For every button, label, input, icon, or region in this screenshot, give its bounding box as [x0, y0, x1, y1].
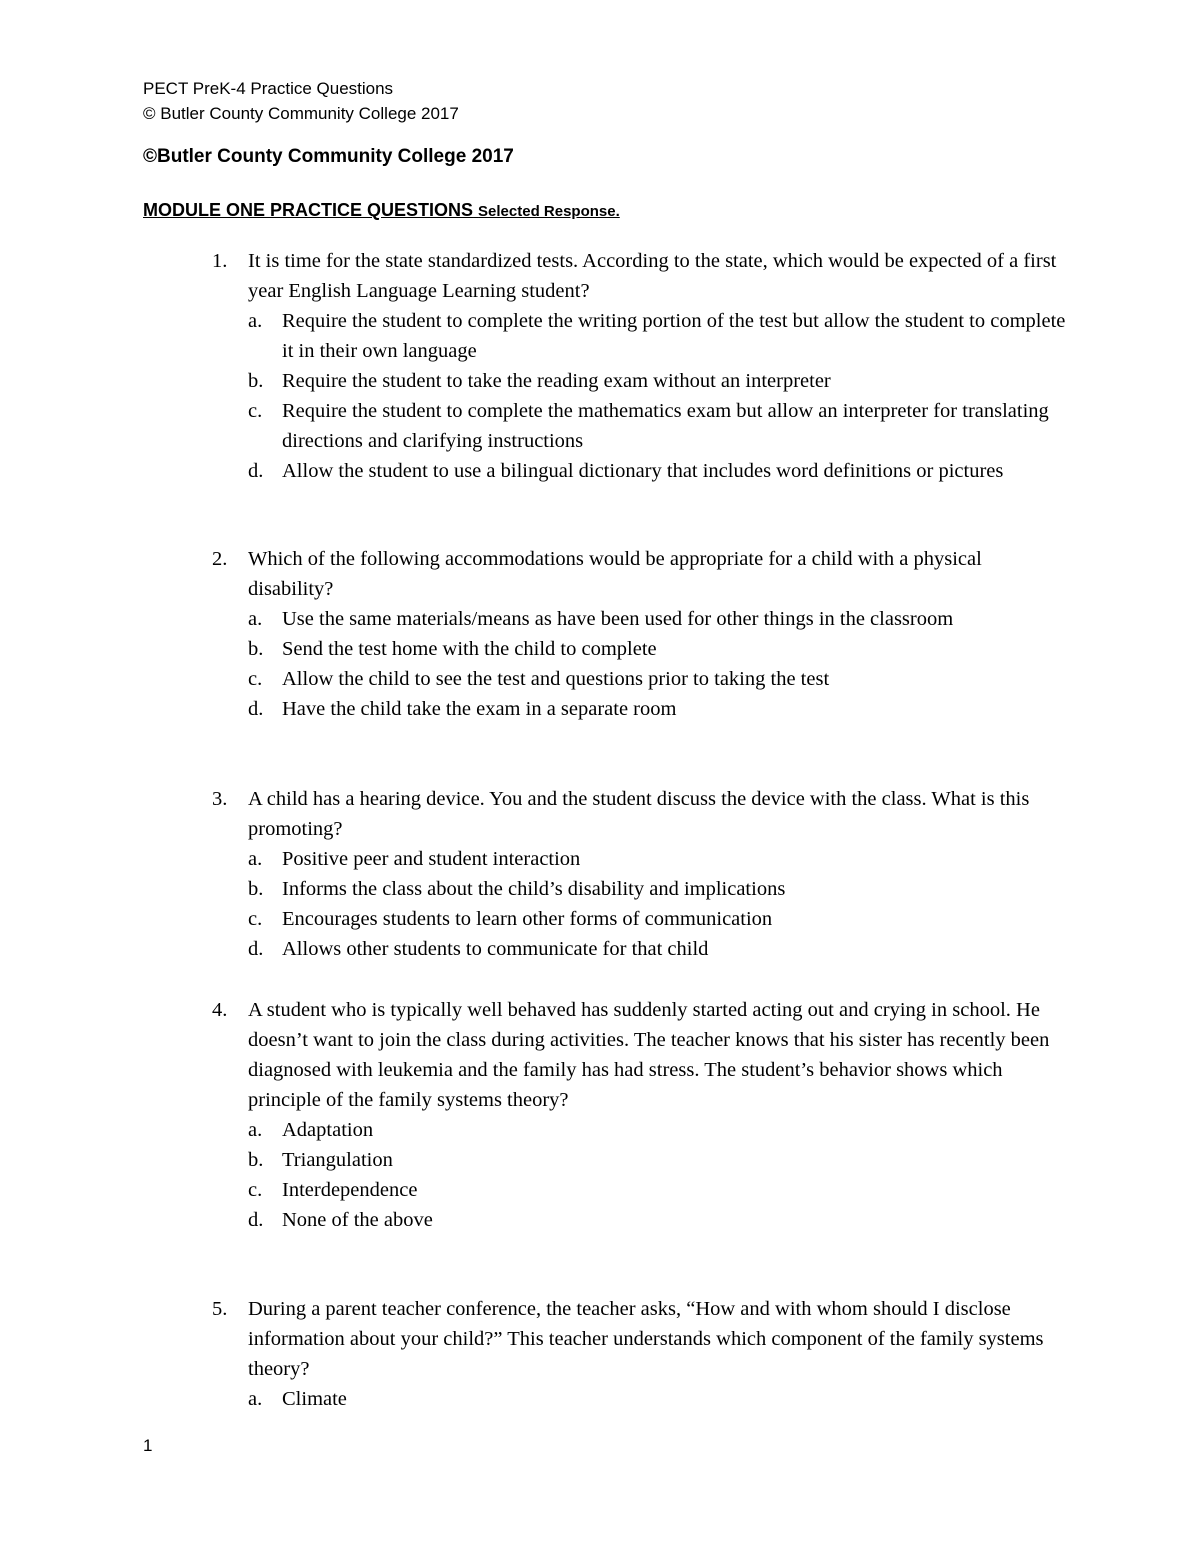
question-2 [212, 544, 1072, 724]
page-header [143, 76, 459, 126]
page-number: 1 [143, 1436, 153, 1455]
header-title: PECT PreK-4 Practice Questions [143, 79, 394, 98]
question-number: 1. [212, 250, 228, 272]
question-5 [212, 1294, 1072, 1414]
option-list [248, 604, 1072, 724]
option-a: a. Require the student to complete the writing portion of the test but allow the student to complete it in their own language [248, 310, 1066, 362]
question-text: A student who is typically well behaved has suddenly started acting out and crying in school. He doesn’t want to join the class during activities. The teacher knows that his sister has recently been diagnosed with leukemia and the family has had stress. The student’s behavior shows which principle of the family systems theory? [248, 999, 1050, 1111]
question-4 [212, 995, 1072, 1235]
option-d: d. Allows other students to communicate for that child [248, 938, 709, 960]
question-3 [212, 784, 1072, 964]
question-number: 3. [212, 788, 228, 810]
header-copyright: © Butler County Community College 2017 [143, 104, 459, 123]
option-a: a. Climate [248, 1388, 347, 1410]
option-list [248, 844, 1072, 964]
question-text: Which of the following accommodations would be appropriate for a child with a physical disability? [248, 548, 982, 600]
option-d: d. Allow the student to use a bilingual dictionary that includes word definitions or pictures [248, 460, 1004, 482]
option-list [248, 1384, 1072, 1414]
module-title: MODULE ONE PRACTICE QUESTIONS [143, 200, 474, 220]
option-d: d. None of the above [248, 1209, 433, 1231]
option-c: c. Encourages students to learn other forms of communication [248, 908, 773, 930]
option-c: c. Require the student to complete the mathematics exam but allow an interpreter for translating directions and clarifying instructions [248, 400, 1049, 452]
question-number: 5. [212, 1298, 228, 1320]
option-c: c. Interdependence [248, 1179, 418, 1201]
option-a: a. Use the same materials/means as have been used for other things in the classroom [248, 608, 954, 630]
option-a: a. Positive peer and student interaction [248, 848, 581, 870]
option-list [248, 1115, 1072, 1235]
option-list [248, 306, 1072, 486]
option-b: b. Send the test home with the child to complete [248, 638, 657, 660]
option-b: b. Informs the class about the child’s disability and implications [248, 878, 786, 900]
option-b: b. Require the student to take the reading exam without an interpreter [248, 370, 831, 392]
question-text: A child has a hearing device. You and the student discuss the device with the class. What is this promoting? [248, 788, 1030, 840]
question-text: It is time for the state standardized tests. According to the state, which would be expected of a first year English Language Learning student? [248, 250, 1057, 302]
question-text: During a parent teacher conference, the teacher asks, “How and with whom should I disclose information about your child?” This teacher understands which component of the family systems theory? [248, 1298, 1044, 1380]
option-b: b. Triangulation [248, 1149, 393, 1171]
question-1 [212, 246, 1072, 486]
question-number: 4. [212, 999, 228, 1021]
module-subtitle: Selected Response. [478, 203, 620, 220]
option-a: a. Adaptation [248, 1119, 374, 1141]
question-number: 2. [212, 548, 228, 570]
college-heading: ©Butler County Community College 2017 [143, 146, 514, 167]
module-heading [143, 200, 620, 221]
option-c: c. Allow the child to see the test and questions prior to taking the test [248, 668, 830, 690]
option-d: d. Have the child take the exam in a separate room [248, 698, 677, 720]
